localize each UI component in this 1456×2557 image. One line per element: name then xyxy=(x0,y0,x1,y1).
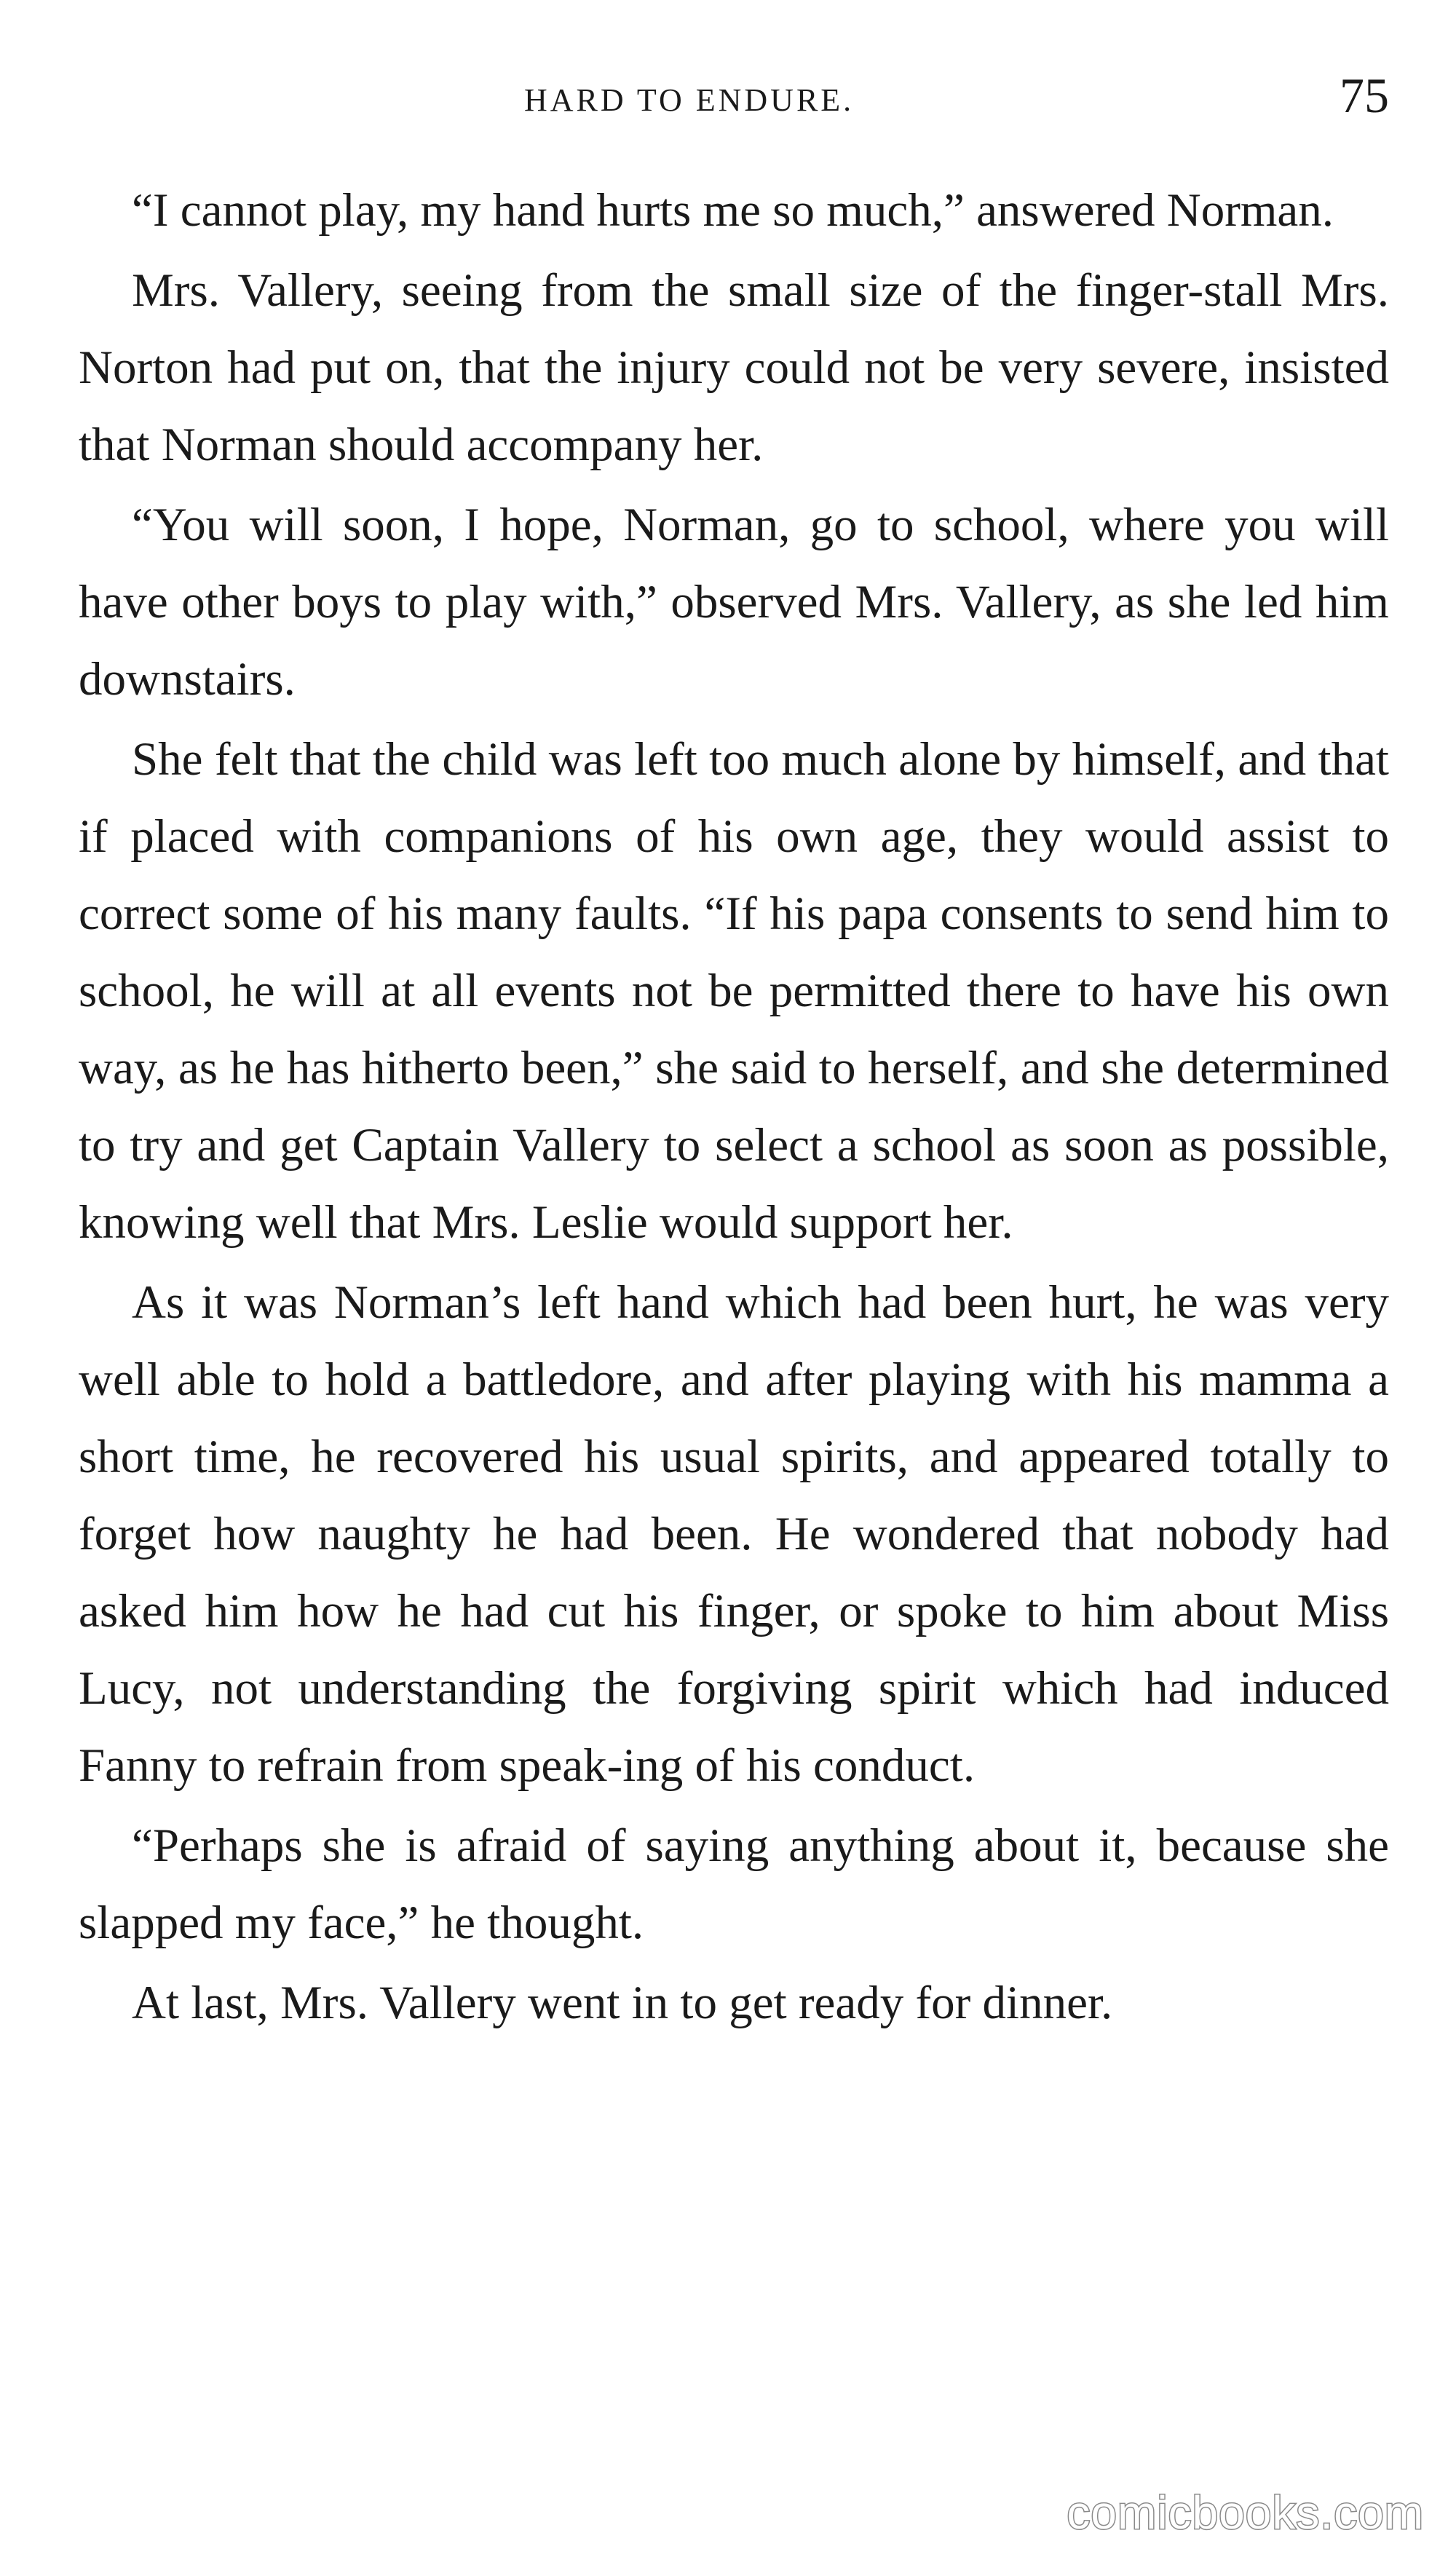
paragraph: “Perhaps she is afraid of saying anything about it, because she slapped my face,” he thought. xyxy=(79,1819,1389,1949)
paragraph: “You will soon, I hope, Norman, go to school, where you will have other boys to play with,” observed Mrs. Vallery, as she led him downstairs. xyxy=(79,499,1389,706)
watermark: comicbooks.com xyxy=(1067,2486,1424,2539)
running-title: HARD TO ENDURE. xyxy=(524,82,855,118)
paragraph: As it was Norman’s left hand which had been hurt, he was very well able to hold a battledore, and after playing with his mamma a short time, he recovered his usual spirits, and appeared totally to forget how naughty he had been. He wondered that nobody had asked him how he had cut his finger, or spoke to him about Miss Lucy, not understanding the forgiving spirit which had induced Fanny to refrain from speak-ing of his conduct. xyxy=(79,1276,1389,1792)
body-text xyxy=(79,172,1389,2044)
paragraph: She felt that the child was left too much alone by himself, and that if placed with companions of his own age, they would assist to correct some of his many faults. “If his papa consents to send him to school, he will at all events not be permitted there to have his own way, as he has hitherto been,” she said to herself, and she determined to try and get Captain Vallery to select a school as soon as possible, knowing well that Mrs. Leslie would support her. xyxy=(79,733,1389,1249)
paragraph: Mrs. Vallery, seeing from the small size of the finger-stall Mrs. Norton had put on, that the injury could not be very severe, insisted that Norman should accompany her. xyxy=(79,264,1389,471)
paragraph: “I cannot play, my hand hurts me so much,” answered Norman. xyxy=(132,184,1334,237)
page-number: 75 xyxy=(1340,68,1389,123)
paragraph: At last, Mrs. Vallery went in to get ready for dinner. xyxy=(132,1977,1113,2029)
running-head xyxy=(79,67,1389,125)
